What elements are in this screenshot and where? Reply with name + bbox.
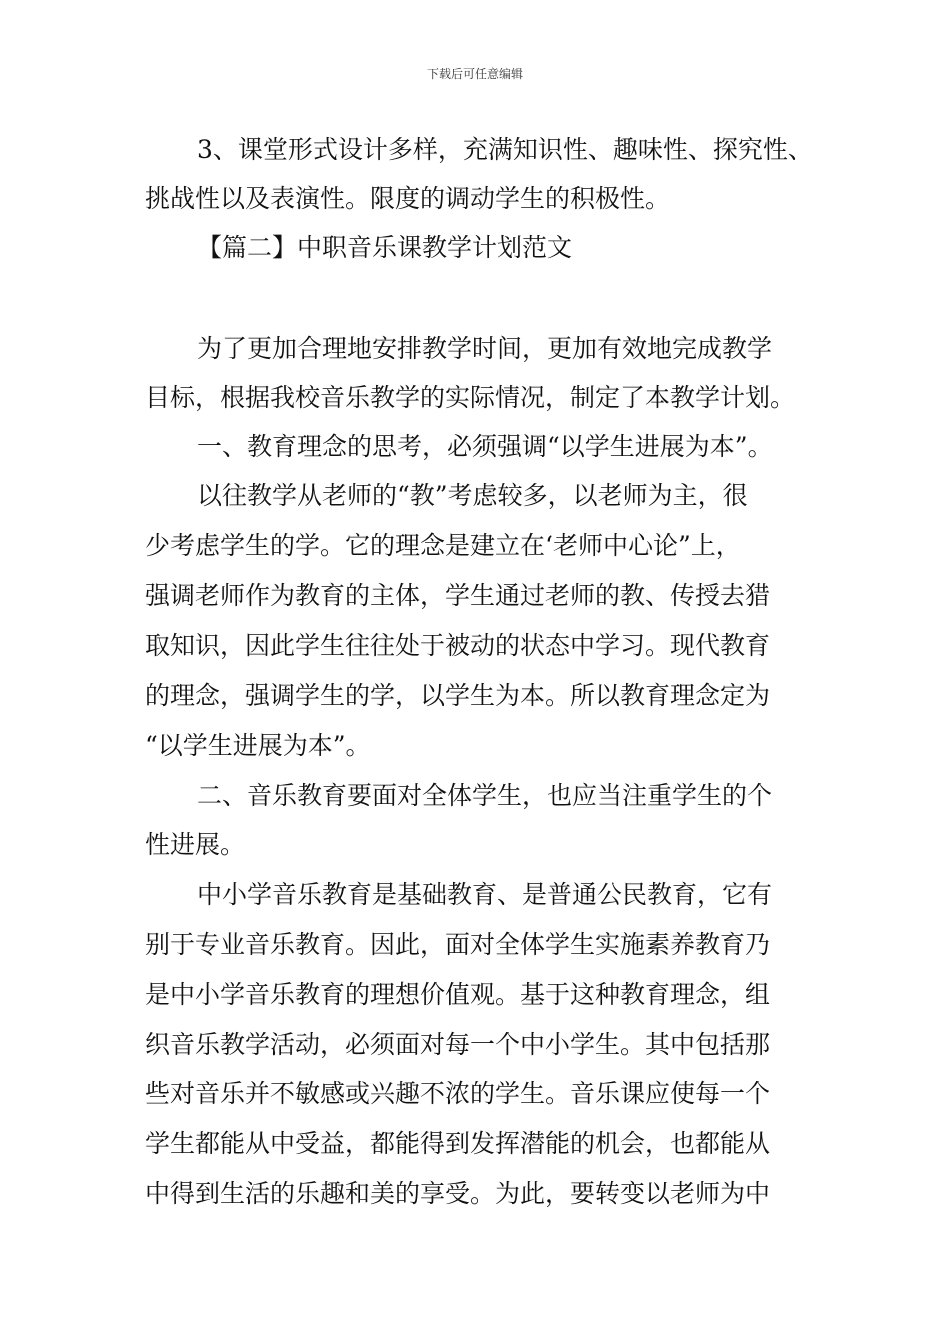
- paragraph-line: 为了更加合理地安排教学时间，更加有效地完成教学: [197, 334, 773, 363]
- paragraph-line: 中得到生活的乐趣和美的享受。为此，要转变以老师为中: [145, 1179, 771, 1208]
- paragraph-line: “以学生进展为本”。: [145, 731, 371, 760]
- paragraph-line: 的理念，强调学生的学，以学生为本。所以教育理念定为: [145, 681, 771, 710]
- paragraph-line: 中小学音乐教育是基础教育、是普通公民教育，它有: [197, 880, 773, 909]
- paragraph-line: 少考虑学生的学。它的理念是建立在‘老师中心论”上，: [145, 531, 741, 560]
- paragraph-line: 别于专业音乐教育。因此，面对全体学生实施素养教育乃: [145, 930, 771, 959]
- paragraph-line: 3、课堂形式设计多样，充满知识性、趣味性、探究性、: [197, 135, 813, 164]
- paragraph-line: 强调老师作为教育的主体，学生通过老师的教、传授去猎: [145, 581, 771, 610]
- paragraph-line: 一、教育理念的思考，必须强调“以学生进展为本”。: [197, 432, 773, 461]
- paragraph-line: 目标，根据我校音乐教学的实际情况，制定了本教学计划。: [145, 383, 796, 412]
- paragraph-line: 学生都能从中受益，都能得到发挥潜能的机会，也都能从: [145, 1129, 771, 1158]
- paragraph-line: 性进展。: [145, 830, 246, 859]
- paragraph-line: 些对音乐并不敏感或兴趣不浓的学生。音乐课应使每一个: [145, 1079, 771, 1108]
- paragraph-line: 是中小学音乐教育的理想价值观。基于这种教育理念，组: [145, 980, 771, 1009]
- section-heading: 【篇二】中职音乐课教学计划范文: [197, 233, 573, 262]
- paragraph-line: 织音乐教学活动，必须面对每一个中小学生。其中包括那: [145, 1030, 771, 1059]
- page-header-note: 下载后可任意编辑: [426, 67, 523, 81]
- paragraph-line: 二、音乐教育要面对全体学生，也应当注重学生的个: [197, 781, 773, 810]
- paragraph-line: 以往教学从老师的“教”考虑较多，以老师为主，很: [197, 481, 748, 510]
- paragraph-line: 挑战性以及表演性。限度的调动学生的积极性。: [145, 184, 671, 213]
- paragraph-line: 取知识，因此学生往往处于被动的状态中学习。现代教育: [145, 631, 771, 660]
